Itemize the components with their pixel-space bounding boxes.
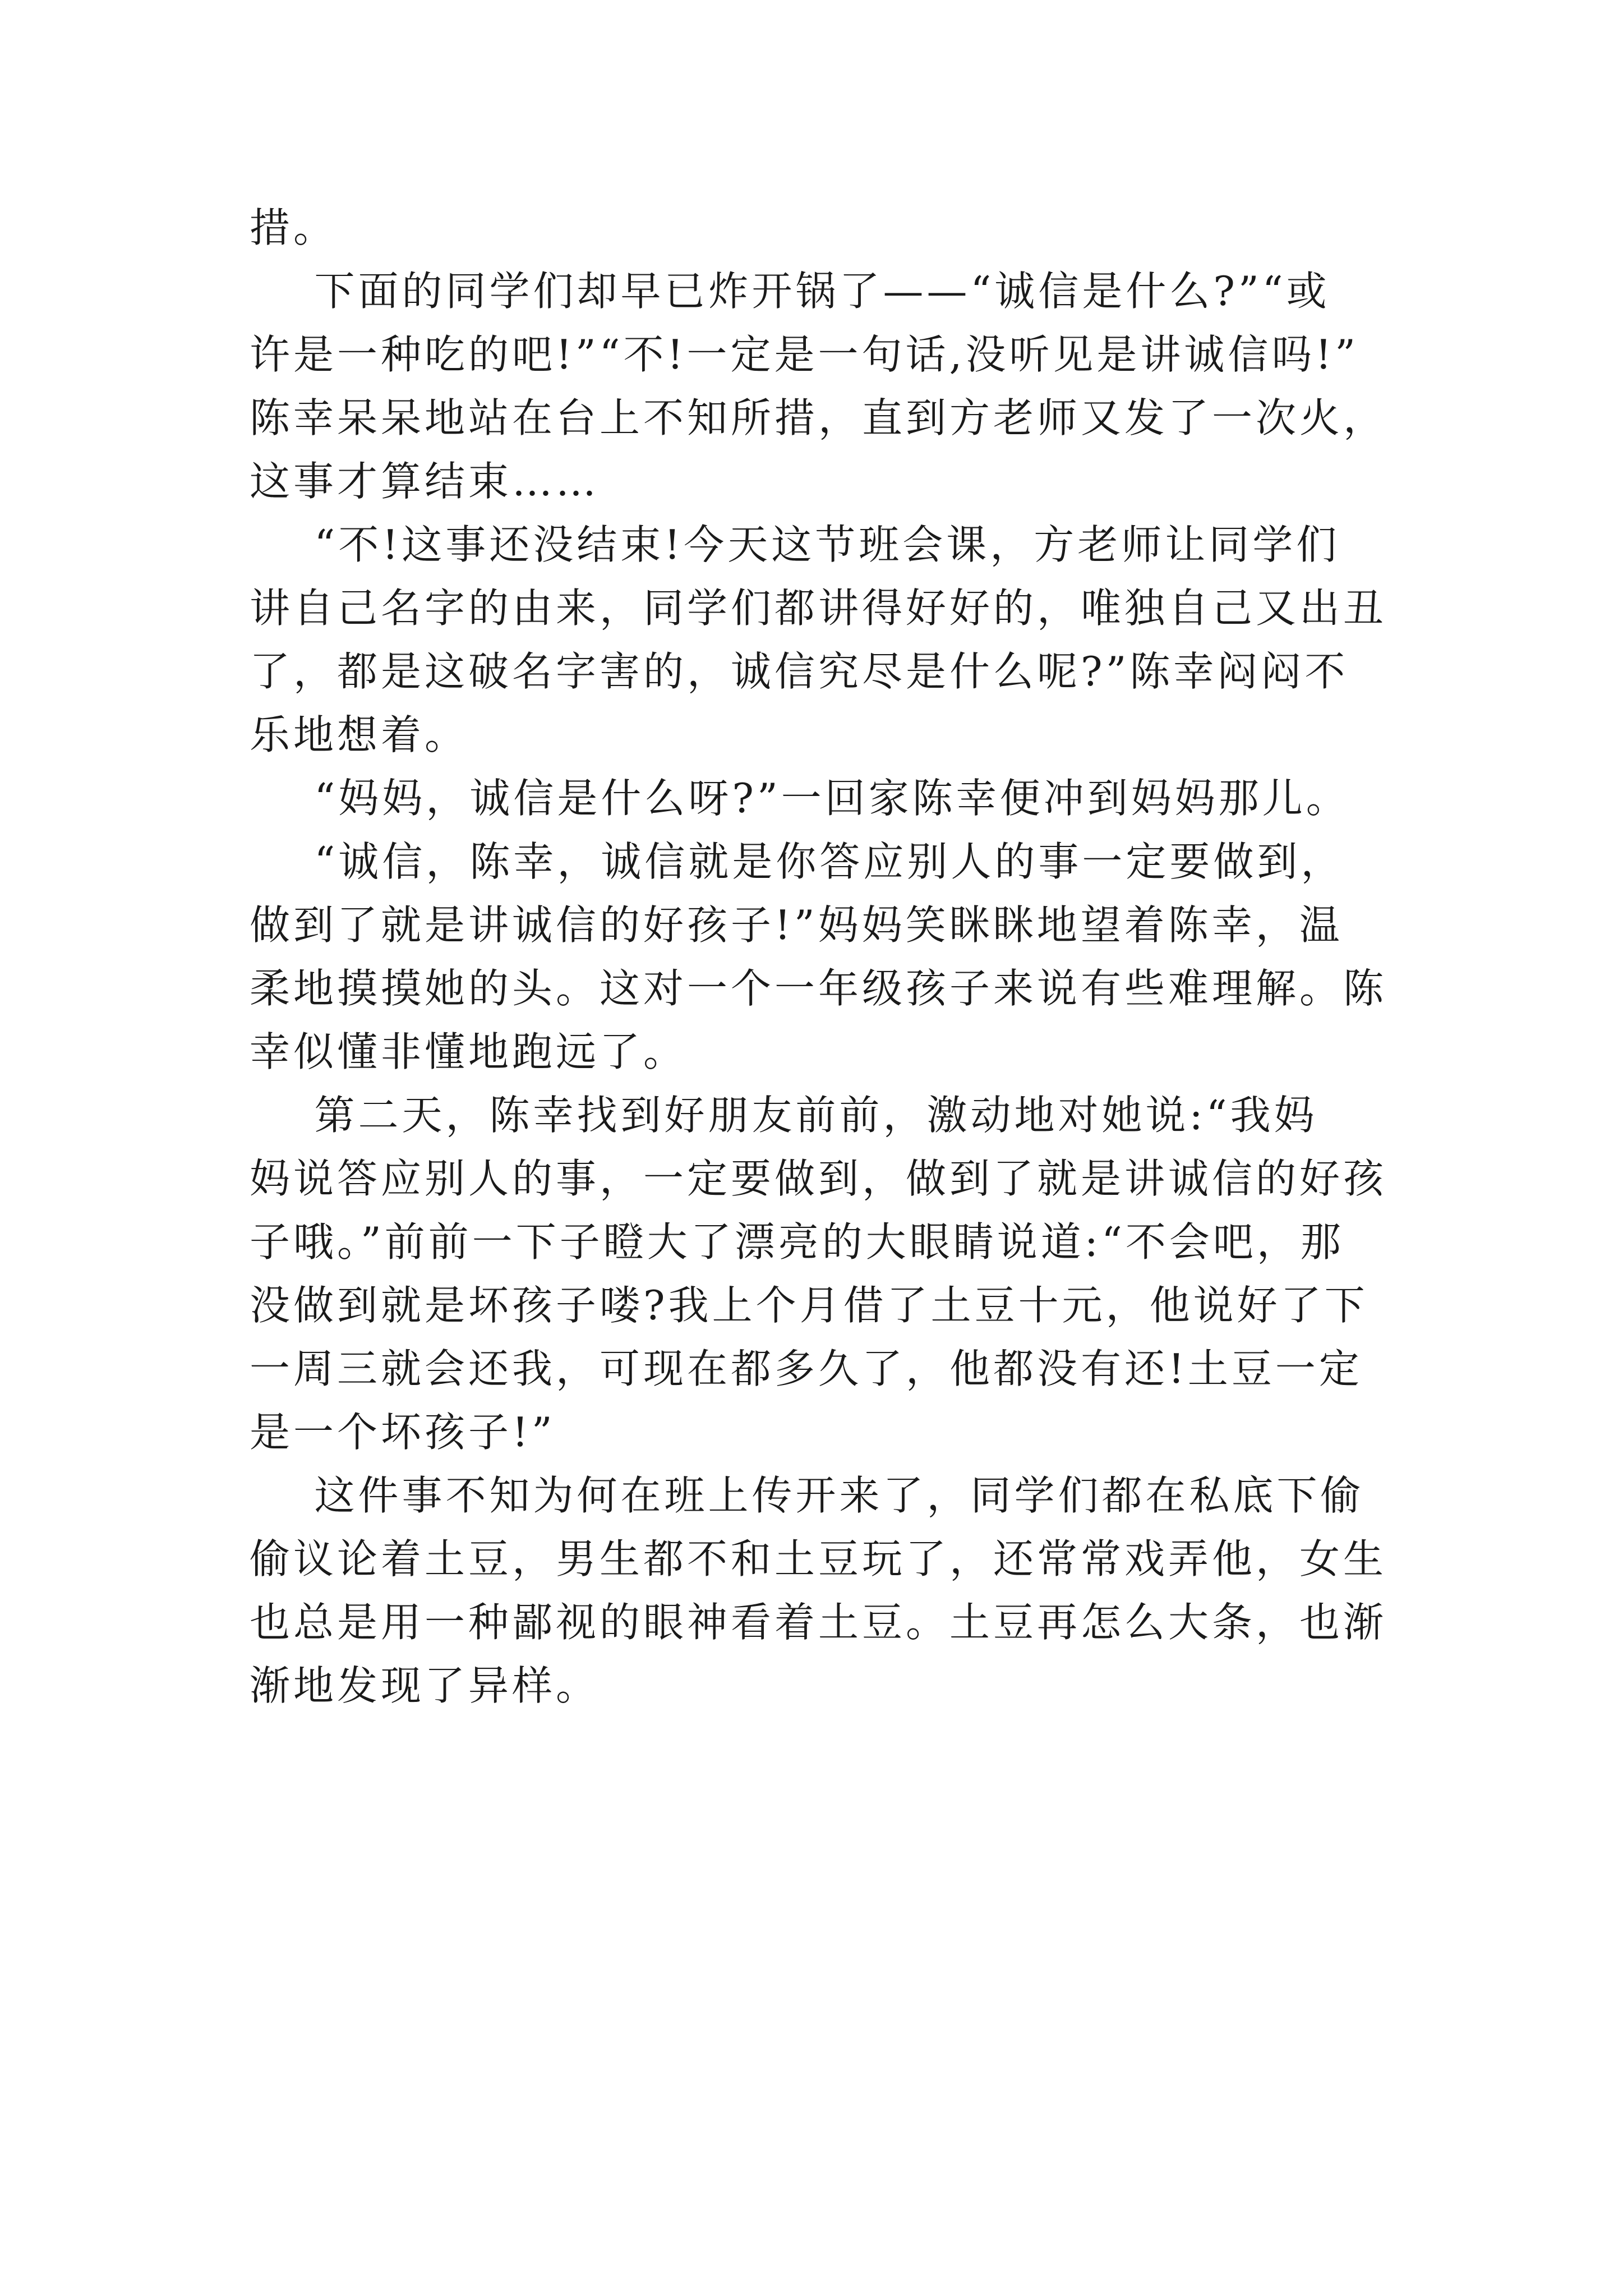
text-line: 下面的同学们却早已炸开锅了——“诚信是什么?”“或 bbox=[250, 268, 1330, 315]
text-line: 许是一种吃的吧!”“不!一定是一句话,没听见是讲诚信吗!” bbox=[250, 331, 1359, 378]
text-line: 这件事不知为何在班上传开来了，同学们都在私底下偷 bbox=[250, 1472, 1364, 1519]
text-line: 妈说答应别人的事，一定要做到，做到了就是讲诚信的好孩 bbox=[250, 1155, 1387, 1202]
text-line: 讲自己名字的由来，同学们都讲得好好的，唯独自己又出丑 bbox=[250, 585, 1387, 632]
text-line: 偷议论着土豆，男生都不和土豆玩了，还常常戏弄他，女生 bbox=[250, 1535, 1387, 1582]
text-line: 措。 bbox=[250, 204, 338, 251]
text-line: 乐地想着。 bbox=[250, 711, 469, 758]
text-line: 做到了就是讲诚信的好孩子!”妈妈笑眯眯地望着陈幸，温 bbox=[250, 901, 1343, 949]
text-line: 一周三就会还我，可现在都多久了，他都没有还!土豆一定 bbox=[250, 1345, 1363, 1392]
text-line: 子哦。”前前一下子瞪大了漂亮的大眼睛说道:“不会吧，那 bbox=[250, 1218, 1344, 1266]
text-line: “诚信，陈幸，诚信就是你答应别人的事一定要做到， bbox=[250, 838, 1345, 885]
text-line: 没做到就是坏孩子喽?我上个月借了土豆十元，他说好了下 bbox=[250, 1282, 1368, 1329]
document-body bbox=[250, 196, 1387, 1718]
text-line: “不!这事还没结束!今天这节班会课，方老师让同学们 bbox=[250, 521, 1340, 568]
text-line: “妈妈，诚信是什么呀?”一回家陈幸便冲到妈妈那儿。 bbox=[250, 775, 1350, 822]
text-line: 柔地摸摸她的头。这对一个一年级孩子来说有些难理解。陈 bbox=[250, 965, 1387, 1012]
text-line: 是一个坏孩子!” bbox=[250, 1409, 556, 1456]
text-line: 第二天，陈幸找到好朋友前前，激动地对她说:“我妈 bbox=[250, 1092, 1318, 1139]
text-line: 渐地发现了异样。 bbox=[250, 1662, 600, 1709]
text-line: 幸似懂非懂地跑远了。 bbox=[250, 1028, 688, 1075]
text-line: 了，都是这破名字害的，诚信究尽是什么呢?”陈幸闷闷不 bbox=[250, 648, 1349, 695]
text-line: 陈幸呆呆地站在台上不知所措，直到方老师又发了一次火， bbox=[250, 394, 1387, 441]
text-line: 也总是用一种鄙视的眼神看着土豆。土豆再怎么大条，也渐 bbox=[250, 1599, 1387, 1646]
text-line: 这事才算结束…… bbox=[250, 458, 600, 505]
